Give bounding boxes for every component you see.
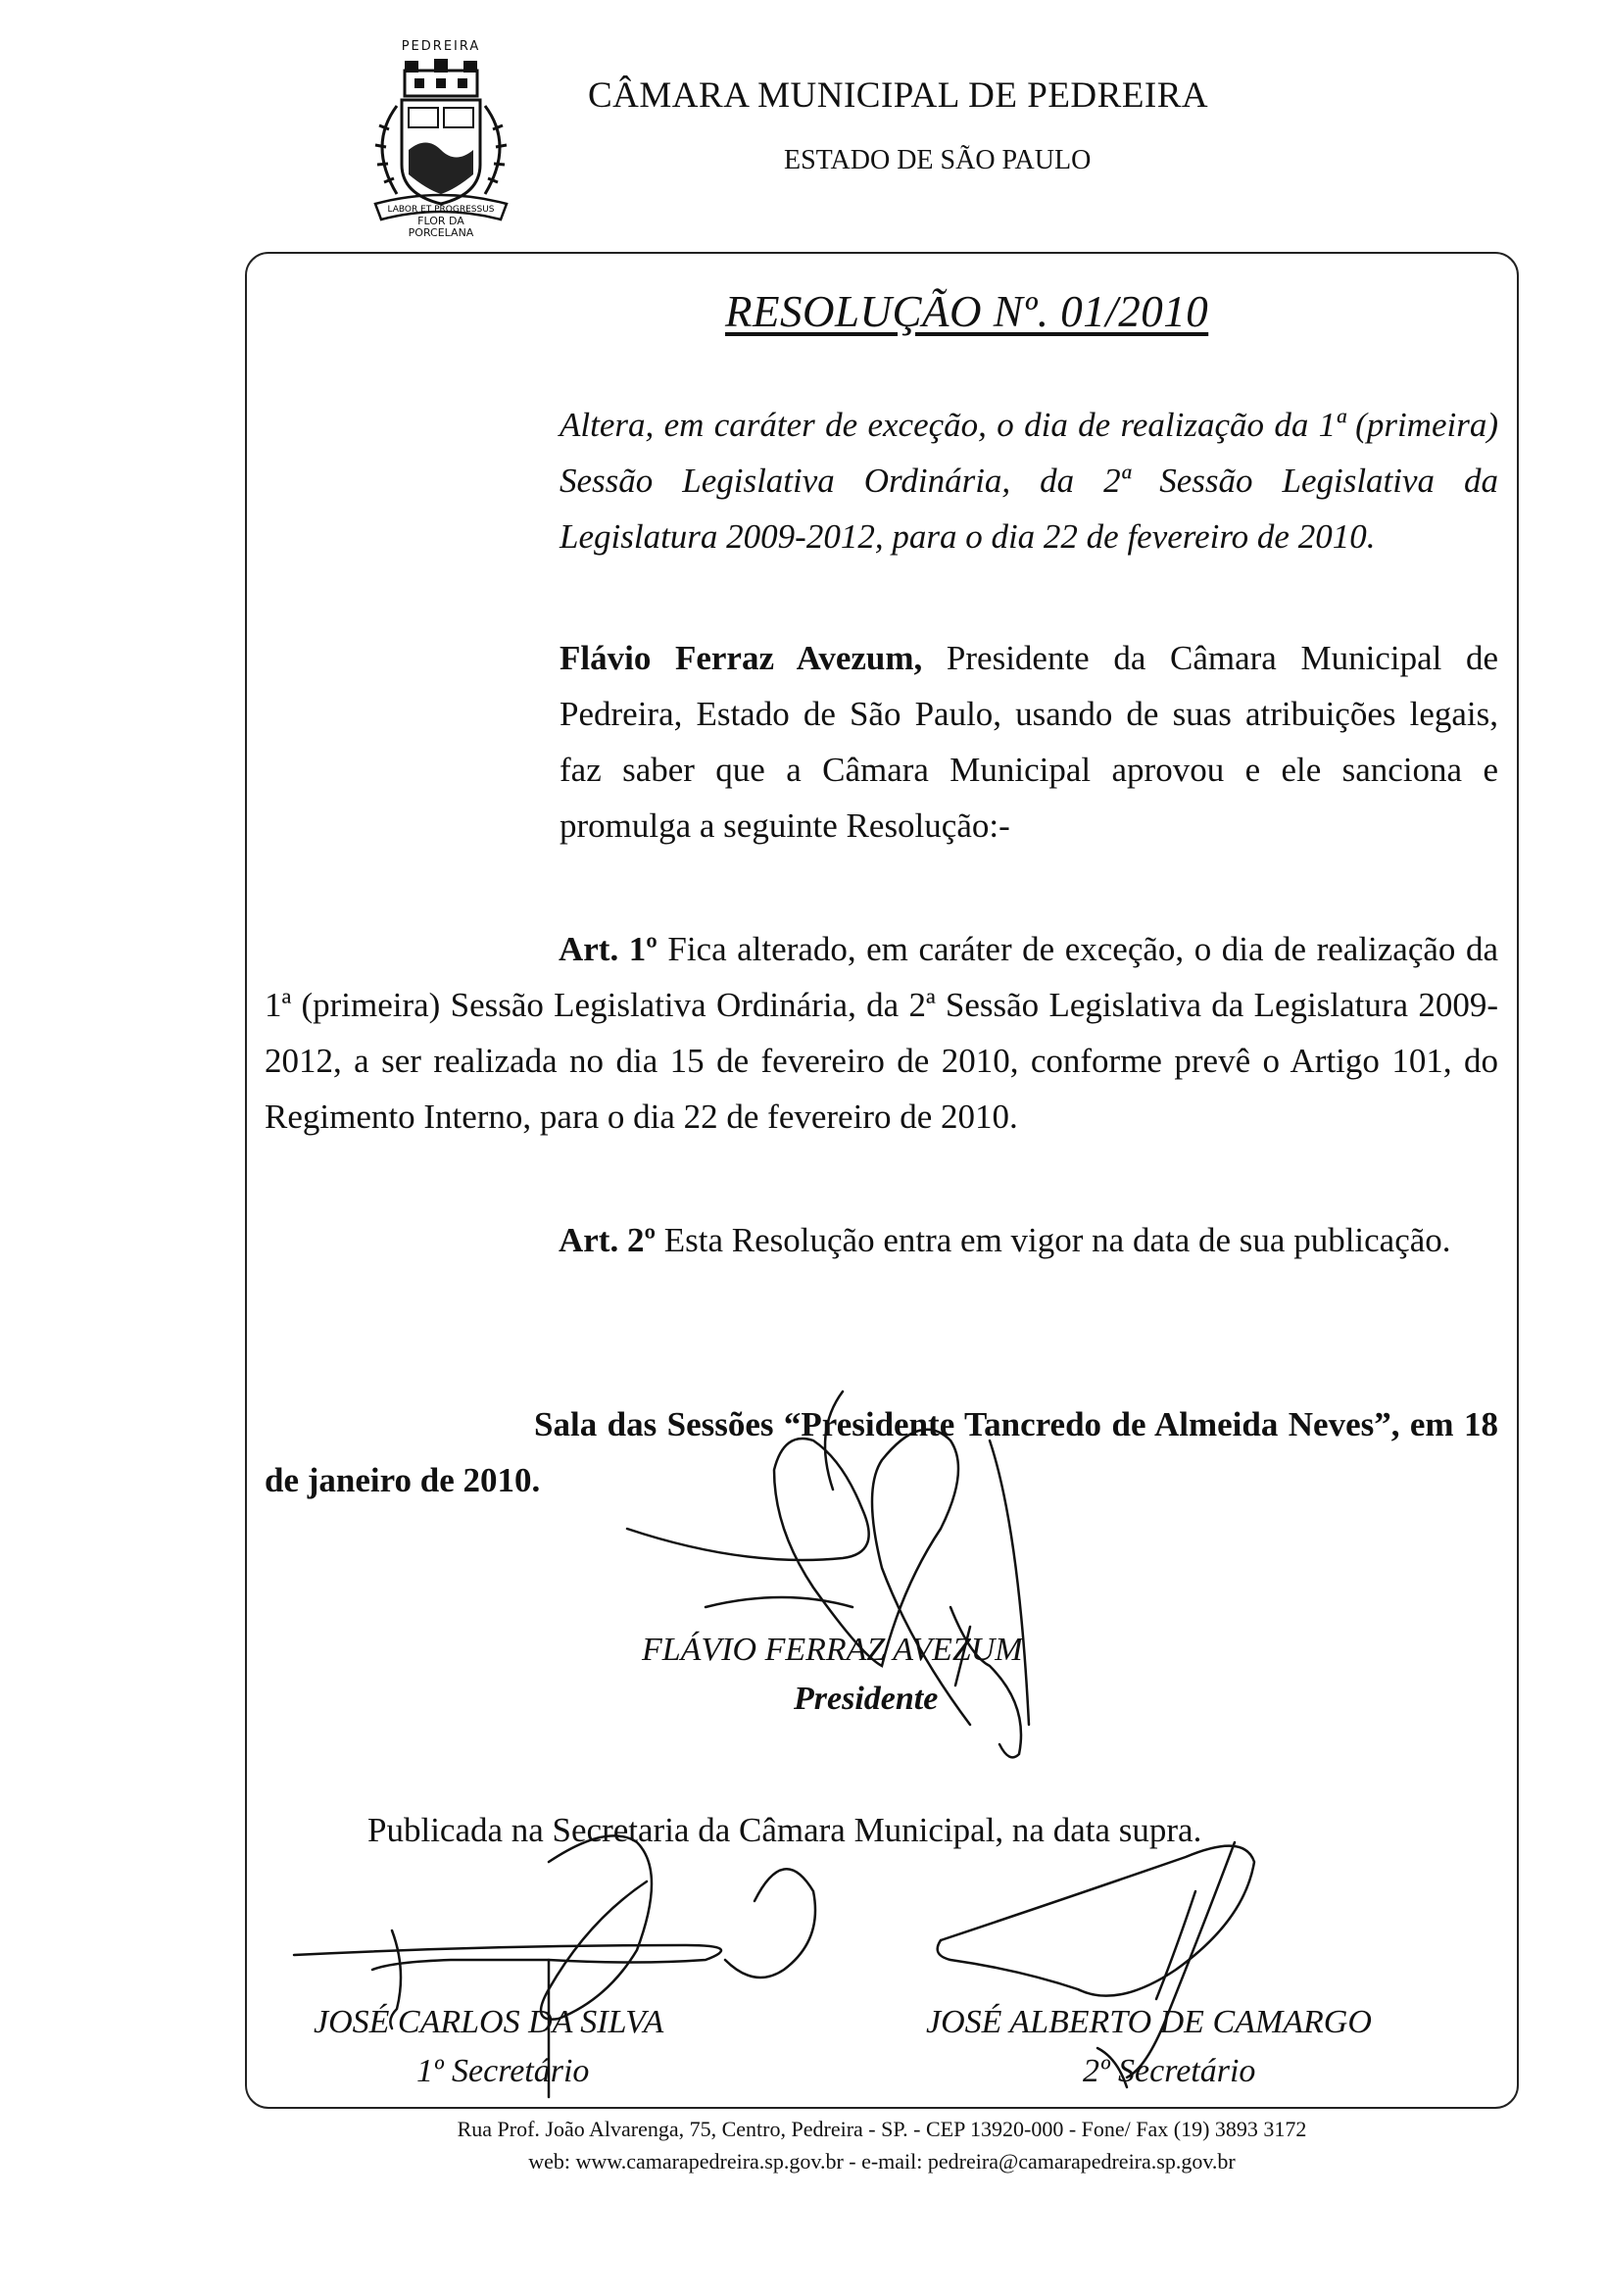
- preamble-paragraph: [560, 630, 1498, 854]
- coat-of-arms: [358, 39, 524, 245]
- secretary-1-role: 1º Secretário: [416, 2053, 590, 2089]
- crest-emblem-icon: [358, 57, 524, 233]
- session-hall-date: Sala das Sessões “Presidente Tancredo de Almeida Neves”, em 18 de janeiro de 2010.: [265, 1405, 1498, 1499]
- secretary-2-role: 2º Secretário: [1083, 2053, 1256, 2089]
- article-1-label: Art. 1º: [559, 930, 657, 968]
- article-2-label: Art. 2º: [559, 1221, 657, 1259]
- crest-motto: LABOR ET PROGRESSUS: [387, 205, 495, 215]
- footer-address: Rua Prof. João Alvarenga, 75, Centro, Pedreira - SP. - CEP 13920-000 - Fone/ Fax (19) 3893 3172: [457, 2117, 1307, 2141]
- crest-top-text: PEDREIRA: [401, 39, 481, 54]
- article-2: [265, 1212, 1498, 1268]
- crest-bottom-text: FLOR DA PORCELANA: [408, 215, 474, 239]
- article-1-text: Fica alterado, em caráter de exceção, o dia de realização da 1ª (primeira) Sessão Legislativa Ordinária, da 2ª Sessão Legislativa da Legislatura 2009-2012, a ser realizada no dia 15 de fevereiro de 2010, conforme prevê o Artigo 101, do Regimento Interno, para o dia 22 de fevereiro de 2010.: [265, 930, 1498, 1136]
- footer-web: web: www.camarapedreira.sp.gov.br - e-mail: pedreira@camarapedreira.sp.gov.br: [528, 2149, 1236, 2174]
- resolution-title: RESOLUÇÃO Nº. 01/2010: [725, 287, 1209, 336]
- preamble-text: Presidente da Câmara Municipal de Pedreira, Estado de São Paulo, usando de suas atribuições legais, faz saber que a Câmara Municipal aprovou e ele sanciona e promulga a seguinte Resolução:-: [560, 639, 1498, 845]
- chamber-title: CÂMARA MUNICIPAL DE PEDREIRA: [588, 75, 1209, 116]
- article-2-text: Esta Resolução entra em vigor na data de sua publicação.: [656, 1221, 1451, 1259]
- president-signature-role: Presidente: [794, 1681, 939, 1717]
- president-signature-name: FLÁVIO FERRAZ AVEZUM: [642, 1632, 1023, 1668]
- secretary-1-name: JOSÉ CARLOS DA SILVA: [314, 2004, 664, 2040]
- article-1: [265, 921, 1498, 1145]
- state-subtitle: ESTADO DE SÃO PAULO: [784, 145, 1092, 175]
- resolution-summary: Altera, em caráter de exceção, o dia de realização da 1ª (primeira) Sessão Legislativa Ordinária, da 2ª Sessão Legislativa da Legislatura 2009-2012, para o dia 22 de fevereiro de 2010.: [560, 406, 1498, 556]
- secretary-2-name: JOSÉ ALBERTO DE CAMARGO: [926, 2004, 1372, 2040]
- publication-note: Publicada na Secretaria da Câmara Municipal, na data supra.: [367, 1811, 1202, 1849]
- president-name-inline: Flávio Ferraz Avezum,: [560, 639, 923, 677]
